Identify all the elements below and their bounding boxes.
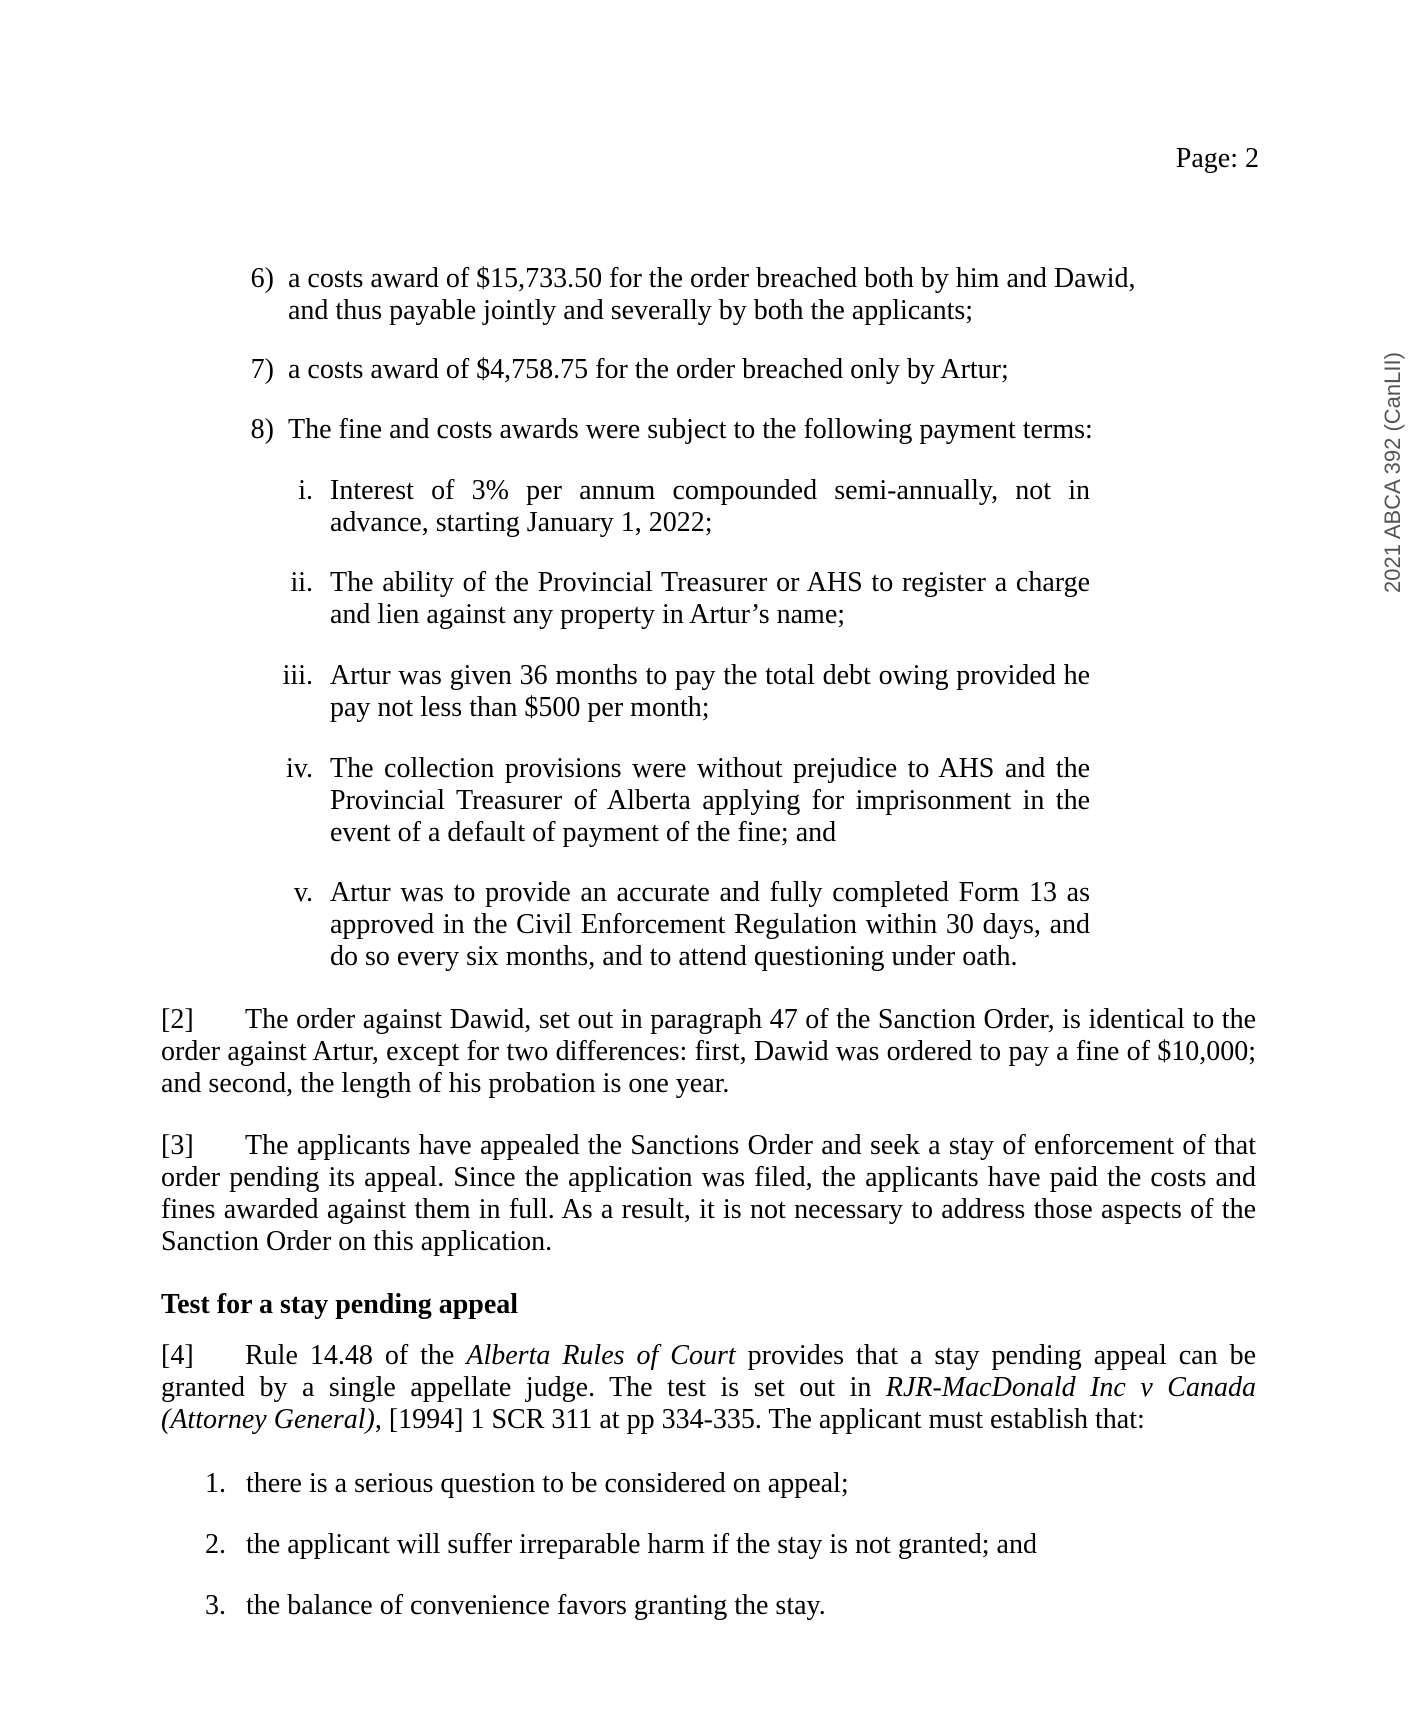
list-marker: 2. [205,1529,226,1560]
list-item-text: Interest of 3% per annum compounded semi-annually, not in advance, starting January 1, 2022; [330,475,1090,538]
list-item-text: there is a serious question to be considered on appeal; [246,1468,849,1499]
test-item-3 [196,1590,1156,1622]
payment-term-v [268,877,1090,973]
list-marker: ii. [290,567,313,598]
list-item-text: The ability of the Provincial Treasurer or AHS to register a charge and lien against any property in Artur’s name; [330,567,1090,630]
paragraph-text: , [1994] 1 SCR 311 at pp 334-335. The applicant must establish that: [374,1404,1145,1435]
payment-term-iii [268,660,1090,724]
payment-term-iv [268,753,1090,849]
canlii-citation-watermark: 2021 ABCA 392 (CanLII) [1380,352,1405,593]
case-name: RJR-MacDonald Inc v Canada (Attorney General) [161,1372,1256,1435]
list-item-text: Artur was given 36 months to pay the total debt owing provided he pay not less than $500 per month; [330,660,1090,723]
section-heading: Test for a stay pending appeal [161,1289,519,1320]
list-marker: 3. [205,1590,226,1621]
paragraph-text: The order against Dawid, set out in paragraph 47 of the Sanction Order, is identical to the order against Artur, except for two differences: first, Dawid was ordered to pay a fine of $10,000; and second, the length of his probation is one year. [161,1004,1256,1099]
payment-term-ii [268,567,1090,631]
paragraph-3 [161,1130,1256,1258]
list-marker: iii. [282,660,313,691]
list-marker: 8) [250,414,274,445]
payment-term-i [268,475,1090,539]
list-item-6 [238,263,1158,327]
list-item-text: Artur was to provide an accurate and fully completed Form 13 as approved in the Civil Enforcement Regulation within 30 days, and do so every six months, and to attend questioning under oath. [330,877,1090,972]
paragraph-number: [2] [161,1004,194,1035]
test-item-1 [196,1468,1156,1500]
list-item-text: the applicant will suffer irreparable harm if the stay is not granted; and [246,1529,1037,1560]
list-item-7 [238,354,1158,386]
paragraph-number: [4] [161,1340,194,1371]
list-marker: v. [293,877,313,908]
paragraph-text: provides that a stay pending appeal can be granted by a single appellate judge. The test is set out in [161,1340,1257,1403]
list-marker: iv. [286,753,313,784]
list-item-text: the balance of convenience favors granting the stay. [246,1590,826,1621]
list-marker: 6) [250,263,274,294]
list-item-8 [238,414,1158,446]
paragraph-2 [161,1004,1256,1100]
page-number: Page: 2 [1175,143,1259,174]
list-item-text: a costs award of $15,733.50 for the order breached both by him and Dawid, and thus payable jointly and severally by both the applicants; [288,263,1136,326]
paragraph-number: [3] [161,1130,194,1161]
rules-title: Alberta Rules of Court [466,1340,736,1371]
list-marker: 7) [250,354,274,385]
paragraph-text: Rule 14.48 of the [245,1340,467,1371]
list-item-text: The collection provisions were without prejudice to AHS and the Provincial Treasurer of Alberta applying for imprisonment in the event of a default of payment of the fine; and [330,753,1090,848]
list-marker: 1. [205,1468,226,1499]
list-item-text: The fine and costs awards were subject to the following payment terms: [288,414,1093,445]
paragraph-4 [161,1340,1256,1436]
test-item-2 [196,1529,1156,1561]
list-marker: i. [298,475,313,506]
paragraph-text: The applicants have appealed the Sanctions Order and seek a stay of enforcement of that order pending its appeal. Since the application was filed, the applicants have paid the costs and fines awarded against them in full. As a result, it is not necessary to address those aspects of the Sanction Order on this application. [161,1130,1256,1257]
list-item-text: a costs award of $4,758.75 for the order breached only by Artur; [288,354,1009,385]
